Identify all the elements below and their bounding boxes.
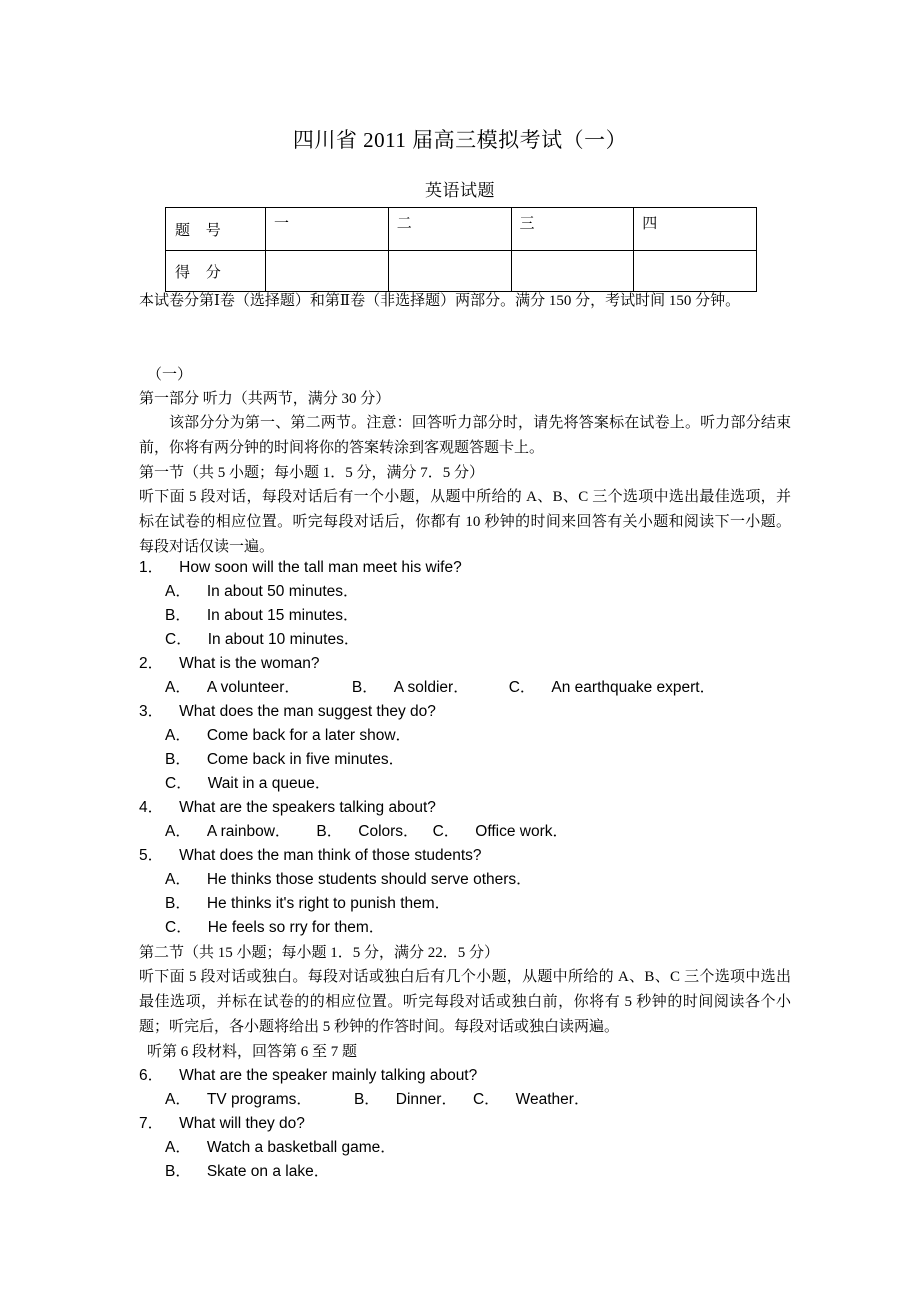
table-cell-column-1: 一 xyxy=(266,208,389,251)
question-2 xyxy=(139,652,320,676)
option-3-a[interactable] xyxy=(165,724,411,748)
option-label: C． xyxy=(165,919,192,936)
option-4-b[interactable] xyxy=(316,823,418,840)
option-label: B． xyxy=(316,823,343,840)
option-7-b[interactable] xyxy=(165,1160,329,1184)
option-text: He feels so rry for them． xyxy=(207,919,385,936)
option-6-a[interactable] xyxy=(165,1091,312,1108)
question-number: 7． xyxy=(139,1115,164,1132)
option-2-a[interactable] xyxy=(165,679,300,696)
option-text: In about 50 minutes． xyxy=(206,583,359,600)
section-two-heading: 第二节（共 15 小题；每小题 1．5 分，满分 22．5 分） xyxy=(139,945,500,961)
question-1 xyxy=(139,556,462,580)
option-text: Weather． xyxy=(515,1091,590,1108)
page-subtitle: 英语试题 xyxy=(425,181,495,200)
option-5-b[interactable] xyxy=(165,892,450,916)
option-label: A． xyxy=(165,1091,191,1108)
exam-instructions: 本试卷分第Ⅰ卷（选择题）和第Ⅱ卷（非选择题）两部分。满分 150 分，考试时间 150 分钟。 xyxy=(139,293,741,309)
option-label: A． xyxy=(165,727,191,744)
option-label: B． xyxy=(165,751,191,768)
option-text: Skate on a lake． xyxy=(206,1163,330,1180)
question-4 xyxy=(139,796,436,820)
option-row-6 xyxy=(165,1088,589,1112)
section-marker: （一） xyxy=(147,367,193,383)
option-5-a[interactable] xyxy=(165,868,532,892)
option-label: B． xyxy=(351,679,378,696)
question-number: 6． xyxy=(139,1067,164,1084)
table-cell-column-2: 二 xyxy=(388,208,511,251)
option-label: C． xyxy=(472,1091,500,1108)
option-2-b[interactable] xyxy=(352,679,469,696)
option-1-b[interactable] xyxy=(165,604,359,628)
option-text: In about 10 minutes． xyxy=(207,631,360,648)
option-text: Wait in a queue． xyxy=(207,775,331,792)
option-label: B． xyxy=(165,1163,191,1180)
option-row-4 xyxy=(165,820,568,844)
option-label: A． xyxy=(165,823,191,840)
question-stem: What does the man suggest they do? xyxy=(179,703,436,720)
question-stem: What is the woman? xyxy=(179,655,320,672)
score-cell-4[interactable] xyxy=(634,251,757,292)
question-stem: What are the speakers talking about? xyxy=(179,799,436,816)
question-stem: How soon will the tall man meet his wife? xyxy=(179,559,462,576)
question-5 xyxy=(139,844,482,868)
part-one-heading: 第一部分 听力（共两节，满分 30 分） xyxy=(139,391,391,407)
question-number: 3． xyxy=(139,703,164,720)
option-text: Watch a basketball game． xyxy=(206,1139,396,1156)
option-text: TV programs． xyxy=(206,1091,312,1108)
option-label: A． xyxy=(165,1139,191,1156)
table-cell-column-4: 四 xyxy=(634,208,757,251)
score-table xyxy=(165,207,757,292)
option-label: A． xyxy=(165,679,191,696)
option-3-b[interactable] xyxy=(165,748,404,772)
page-title: 四川省 2011 届高三模拟考试（一） xyxy=(292,128,628,152)
table-row-scores xyxy=(166,251,757,292)
material-cue-6: 听第 6 段材料，回答第 6 至 7 题 xyxy=(147,1044,358,1060)
question-6 xyxy=(139,1064,477,1088)
section-one-heading: 第一节（共 5 小题；每小题 1．5 分，满分 7．5 分） xyxy=(139,465,485,481)
section-two-directions: 听下面 5 段对话或独白。每段对话或独白后有几个小题，从题中所给的 A、B、C 三个选项中选出最佳选项，并标在试卷的的相应位置。听完每段对话或独白前，你将有 5 秒钟的时间阅读各个小题；听完后，各小题将给出 5 秒钟的作答时间。每段对话或独白读两遍。 xyxy=(139,969,791,1035)
question-number: 2． xyxy=(139,655,164,672)
option-label: A． xyxy=(165,871,191,888)
table-cell-column-3: 三 xyxy=(511,208,634,251)
option-7-a[interactable] xyxy=(165,1136,396,1160)
option-4-a[interactable] xyxy=(165,823,290,840)
question-3 xyxy=(139,700,436,724)
option-text: An earthquake expert． xyxy=(551,679,716,696)
question-number: 1． xyxy=(139,559,164,576)
option-text: Office work． xyxy=(475,823,569,840)
option-label: C． xyxy=(165,631,192,648)
option-label: C． xyxy=(165,775,192,792)
option-6-b[interactable] xyxy=(354,1091,457,1108)
option-label: C． xyxy=(508,679,536,696)
question-7 xyxy=(139,1112,305,1136)
option-text: In about 15 minutes． xyxy=(206,607,359,624)
question-stem: What are the speaker mainly talking about? xyxy=(179,1067,478,1084)
option-1-a[interactable] xyxy=(165,580,359,604)
score-cell-1[interactable] xyxy=(266,251,389,292)
option-text: He thinks it's right to punish them． xyxy=(206,895,451,912)
score-cell-2[interactable] xyxy=(388,251,511,292)
option-6-c[interactable] xyxy=(473,1091,590,1108)
option-3-c[interactable] xyxy=(165,772,330,796)
question-stem: What will they do? xyxy=(179,1115,305,1132)
question-number: 4． xyxy=(139,799,164,816)
option-text: A volunteer． xyxy=(206,679,300,696)
option-label: B． xyxy=(353,1091,380,1108)
option-label: A． xyxy=(165,583,191,600)
option-text: Come back in five minutes． xyxy=(206,751,405,768)
option-text: Dinner． xyxy=(395,1091,457,1108)
table-row-question-numbers xyxy=(166,208,757,251)
question-number: 5． xyxy=(139,847,164,864)
option-text: Colors． xyxy=(358,823,419,840)
option-text: Come back for a later show． xyxy=(206,727,412,744)
option-label: B． xyxy=(165,895,191,912)
option-2-c[interactable] xyxy=(509,679,715,696)
option-label: C． xyxy=(432,823,460,840)
option-row-2 xyxy=(165,676,715,700)
option-4-c[interactable] xyxy=(433,823,568,840)
part-one-note: 该部分分为第一、第二两节。注意：回答听力部分时，请先将答案标在试卷上。听力部分结束前，你将有两分钟的时间将你的答案转涂到客观题答题卡上。 xyxy=(139,415,791,456)
option-1-c[interactable] xyxy=(165,628,359,652)
row-label-score: 得 分 xyxy=(166,251,266,292)
option-text: A rainbow． xyxy=(206,823,291,840)
question-stem: What does the man think of those students? xyxy=(179,847,482,864)
row-label-question-number: 题 号 xyxy=(166,208,266,251)
score-cell-3[interactable] xyxy=(511,251,634,292)
section-one-directions: 听下面 5 段对话，每段对话后有一个小题，从题中所给的 A、B、C 三个选项中选出最佳选项，并标在试卷的相应位置。听完每段对话后，你都有 10 秒钟的时间来回答有关小题和阅读下一小题。每段对话仅读一遍。 xyxy=(139,489,791,555)
option-label: B． xyxy=(165,607,191,624)
option-text: A soldier． xyxy=(393,679,469,696)
option-text: He thinks those students should serve others． xyxy=(206,871,532,888)
option-5-c[interactable] xyxy=(165,916,384,940)
